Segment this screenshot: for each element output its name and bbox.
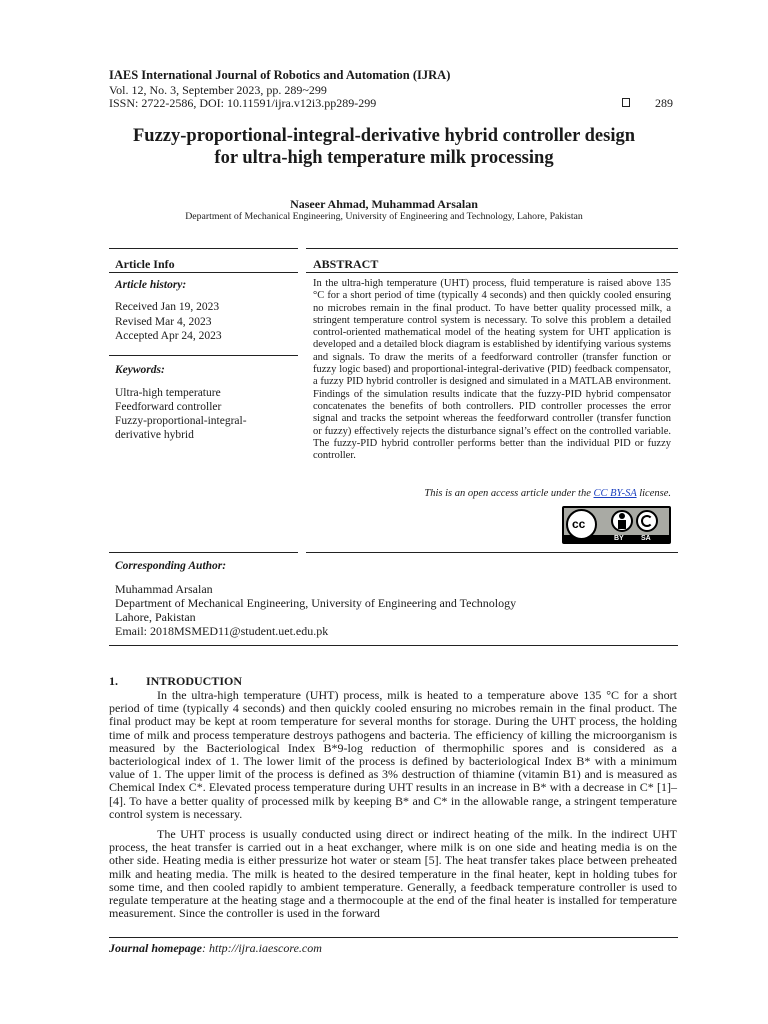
corresponding-city: Lahore, Pakistan — [115, 610, 196, 624]
cc-text: cc — [572, 517, 586, 531]
corresponding-heading: Corresponding Author: — [115, 560, 227, 572]
share-alike-arrow — [641, 515, 653, 527]
abstract-heading-rule — [306, 272, 678, 273]
attribution-body — [618, 520, 626, 529]
section-title: INTRODUCTION — [146, 674, 243, 688]
homepage-url[interactable]: : http://ijra.iaescore.com — [202, 941, 322, 955]
corresponding-rule-left — [109, 552, 298, 553]
section-number: 1. — [109, 674, 118, 688]
keyword-item: Ultra-high temperature — [115, 387, 221, 399]
article-info-top-rule — [109, 248, 298, 249]
open-access-note — [313, 488, 671, 499]
title-line-2: for ultra-high temperature milk processing — [214, 148, 554, 168]
footer-rule — [109, 937, 678, 938]
page-number: 289 — [655, 96, 673, 110]
corresponding-rule-right — [306, 552, 678, 553]
attribution-head — [619, 513, 625, 519]
keyword-item: derivative hybrid — [115, 429, 194, 441]
open-access-prefix: This is an open access article under the — [424, 488, 594, 499]
article-title — [100, 125, 668, 169]
abstract-text: In the ultra-high temperature (UHT) process, fluid temperature is raised above 135 °C for a short period of time (typically 4 seconds) and then quickly cooled ensuring no microbes remain in the final product. To have better quality processed milk, a stringent temperature control system is necessary. To solve this problem a detailed control-oriented mathematical model of the heating system for UHT application is developed and a detailed block diagram is established by identifying various systems and signals. To draw the merits of a feedforward controller (transfer function or fuzzy logic based) and proportional-integral-derivative (PID) feedback compensator, a fuzzy PID hybrid controller is designed and simulated in a MATLAB environment. Findings of the simulation results indicate that the fuzzy-PID hybrid compensator concatenates the benefits of both controllers. PID controller processes the error signal and tracks the setpoint whereas the feedforward controller (transfer function or fuzzy) effectively rejects the disturbance signal’s effect on the controlled variable. The fuzzy-PID hybrid controller performs better than the individual PID or fuzzy controller. — [313, 278, 671, 462]
by-label: BY — [614, 535, 624, 542]
article-info-heading-rule — [109, 272, 298, 273]
intro-paragraph-1: In the ultra-high temperature (UHT) process, milk is heated to a temperature above 135 °C for a short period of time (typically 4 seconds) and then quickly cooled ensuring no microbes remain in the final product. The final product may be kept at room temperature for several months for storage. During the UHT process, the holding time of milk and process temperature destroys pathogens and bacteria. The efficiency of killing the microorganism is measured by the Bacteriological Index B*9-log reduction of thermophilic spores and is considered as a bacteriological index of 1. The lower limit of the process is defined by bacteriological Index B* with a minimum value of 1. The upper limit of the process is defined as 3% destruction of thiamine (vitamin B1) and is measured as Chemical Index C*. Elevated process temperature during UHT results in an increase in B* with a decrease in C* [1]–[4]. To have a better quality of processed milk by keeping B* and C* in the allowable range, a stringent temperature control system is necessary. — [109, 688, 677, 821]
journal-issn: ISSN: 2722-2586, DOI: 10.11591/ijra.v12i3.pp289-299 — [109, 96, 377, 110]
title-line-1: Fuzzy-proportional-integral-derivative hybrid controller design — [132, 126, 636, 146]
received-date: Received Jan 19, 2023 — [115, 301, 220, 313]
corresponding-name: Muhammad Arsalan — [115, 582, 213, 596]
journal-homepage[interactable] — [109, 941, 322, 956]
section-heading — [109, 674, 242, 689]
abstract-heading: ABSTRACT — [313, 257, 379, 271]
sa-label: SA — [641, 535, 651, 542]
authors: Naseer Ahmad, Muhammad Arsalan — [290, 197, 478, 211]
keywords-rule — [109, 355, 298, 356]
open-access-suffix: license. — [636, 488, 671, 499]
square-box-icon — [622, 98, 630, 107]
corresponding-dept: Department of Mechanical Engineering, University of Engineering and Technology — [115, 596, 517, 610]
homepage-label: Journal homepage — [109, 941, 203, 955]
keyword-item: Feedforward controller — [115, 401, 222, 413]
affiliation: Department of Mechanical Engineering, University of Engineering and Technology, Lahore, Pakistan — [185, 211, 583, 222]
cc-by-sa-badge[interactable] — [562, 506, 671, 544]
article-history-heading: Article history: — [115, 279, 187, 291]
license-link[interactable]: CC BY-SA — [593, 488, 637, 499]
accepted-date: Accepted Apr 24, 2023 — [115, 330, 222, 342]
keywords-heading: Keywords: — [115, 364, 165, 376]
abstract-top-rule — [306, 248, 678, 249]
corresponding-bottom-rule — [109, 645, 678, 646]
journal-volume: Vol. 12, No. 3, September 2023, pp. 289~299 — [109, 83, 327, 97]
intro-paragraph-2: The UHT process is usually conducted using direct or indirect heating of the milk. In the indirect UHT process, the heat transfer is carried out in a heat exchanger, where milk is on one side and heating media is on the other side. Heating media is either pressurize hot water or steam [5]. The heat transfer takes place between preheated milk and heating media. The milk is heated to the desired temperature in the final heater, kept in holding tubes for some time, and then cooled rapidly to ambient temperature. Generally, a feedback temperature controller is used to regulate temperature at the heating stage and a thermocouple at the end of the final heater is installed for temperature measurement. Since the controller is used in the forward — [109, 827, 677, 921]
article-info-heading: Article Info — [115, 257, 175, 271]
corresponding-email: Email: 2018MSMED11@student.uet.edu.pk — [115, 624, 329, 638]
journal-name: IAES International Journal of Robotics and Automation (IJRA) — [109, 68, 451, 82]
keyword-item: Fuzzy-proportional-integral- — [115, 415, 247, 427]
revised-date: Revised Mar 4, 2023 — [115, 316, 212, 328]
